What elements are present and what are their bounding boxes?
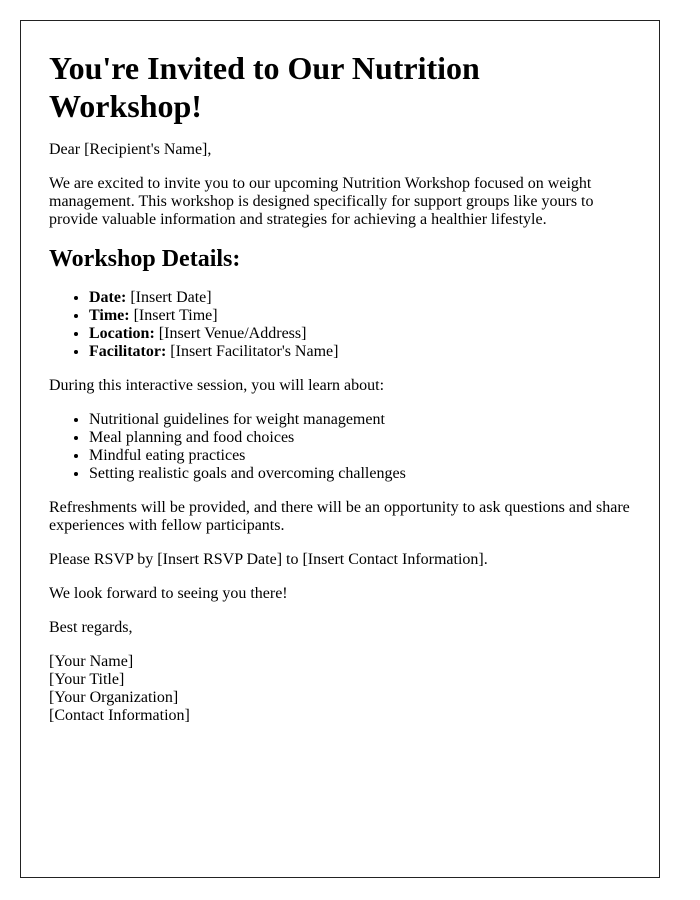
signature-block xyxy=(49,653,631,725)
details-value: [Insert Venue/Address] xyxy=(158,325,307,342)
invitation-letter xyxy=(20,20,660,878)
closing-line: We look forward to seeing you there! xyxy=(49,585,288,602)
details-item-location xyxy=(89,325,631,343)
topic-item: • Nutritional guidelines for weight management xyxy=(89,411,631,429)
details-label: Date: xyxy=(89,289,127,306)
signature-name: [Your Name] xyxy=(49,653,134,670)
topics-list xyxy=(49,411,631,483)
learn-intro: During this interactive session, you will learn about: xyxy=(49,377,385,394)
sign-off: Best regards, xyxy=(49,619,133,636)
details-item-date xyxy=(89,289,631,307)
topic-item: • Meal planning and food choices xyxy=(89,429,631,447)
intro-paragraph: We are excited to invite you to our upcoming Nutrition Workshop focused on weight management. This workshop is designed specifically for support groups like yours to provide valuable information and strategies for achieving a healthier lifestyle. xyxy=(49,175,594,228)
refreshments-paragraph: Refreshments will be provided, and there will be an opportunity to ask questions and share experiences with fellow participants. xyxy=(49,499,630,534)
rsvp-paragraph: Please RSVP by [Insert RSVP Date] to [Insert Contact Information]. xyxy=(49,551,488,568)
topic-item: • Setting realistic goals and overcoming challenges xyxy=(89,465,631,483)
details-item-time xyxy=(89,307,631,325)
details-value: [Insert Date] xyxy=(130,289,212,306)
details-label: Time: xyxy=(89,307,130,324)
details-item-facilitator xyxy=(89,343,631,361)
details-value: [Insert Facilitator's Name] xyxy=(170,343,339,360)
greeting: Dear [Recipient's Name], xyxy=(49,141,212,158)
details-heading: Workshop Details: xyxy=(49,246,241,272)
signature-contact: [Contact Information] xyxy=(49,707,190,724)
details-label: Location: xyxy=(89,325,155,342)
details-list xyxy=(49,289,631,361)
signature-organization: [Your Organization] xyxy=(49,689,179,706)
topic-item: • Mindful eating practices xyxy=(89,447,631,465)
details-label: Facilitator: xyxy=(89,343,167,360)
signature-title: [Your Title] xyxy=(49,671,125,688)
details-value: [Insert Time] xyxy=(133,307,218,324)
letter-title: You're Invited to Our Nutrition Workshop! xyxy=(49,50,480,124)
